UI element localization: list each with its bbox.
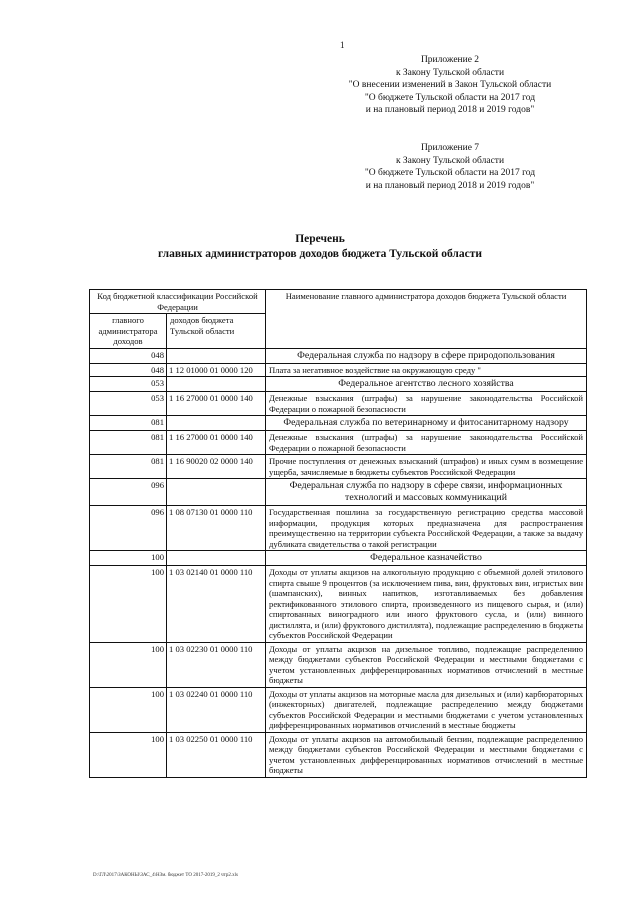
revenue-name-cell: Доходы от уплаты акцизов на автомобильный бензин, подлежащие распределению между бюджетами субъектов Российской Федерации и местными бюджетами с учетом установленных дифференцированных нормативов отчислений в местные бюджеты <box>266 732 587 777</box>
table-row <box>90 506 587 551</box>
revenue-code-cell <box>167 551 266 566</box>
table-row <box>90 642 587 687</box>
header-admin: главного администратора доходов <box>90 314 167 349</box>
revenue-code-cell: 1 16 27000 01 0000 140 <box>167 392 266 416</box>
annex-2-block <box>330 54 570 117</box>
revenue-code-cell <box>167 348 266 363</box>
revenue-name-cell: Доходы от уплаты акцизов на дизельное топливо, подлежащие распределению между бюджетами субъектов Российской Федерации и местными бюджетами с учетом установленных дифференцированных нормативов отчислений в местные бюджеты <box>266 642 587 687</box>
admin-code-cell: 100 <box>90 551 167 566</box>
agency-row <box>90 348 587 363</box>
file-path-footer: D:\ГЛ\2017\ЗАКОНЫ\ЗАС_4\НЗм. бюджет ТО 2017-2019_2 чтр2.xls <box>93 873 238 878</box>
revenue-name-cell: Денежные взыскания (штрафы) за нарушение законодательства Российской Федерации о пожарной безопасности <box>266 392 587 416</box>
revenue-name-cell: Плата за негативное воздействие на окружающую среду " <box>266 363 587 377</box>
title-line-1: Перечень <box>295 233 345 245</box>
annex-7-line: и на плановый период 2018 и 2019 годов" <box>365 180 535 191</box>
agency-row <box>90 416 587 431</box>
annex-2-line: к Закону Тульской области <box>395 67 505 78</box>
revenue-name-cell: Государственная пошлина за государственную регистрацию средства массовой информации, продукция которых предназначена для распространения преимущественно на территории субъекта Российской Федерации, а также за выдачу дубликата свидетельства о такой регистрации <box>266 506 587 551</box>
revenue-code-cell: 1 03 02250 01 0000 110 <box>167 732 266 777</box>
header-kbk: Код бюджетной классификации Российской Федерации <box>90 290 266 314</box>
annex-2-line: "О бюджете Тульской области на 2017 год <box>364 92 536 103</box>
table-row <box>90 392 587 416</box>
revenue-code-cell: 1 08 07130 01 0000 110 <box>167 506 266 551</box>
admin-code-cell: 100 <box>90 732 167 777</box>
table-row <box>90 566 587 643</box>
agency-name-cell: Федеральное казначейство <box>266 551 587 566</box>
admin-code-cell: 100 <box>90 566 167 643</box>
revenue-code-cell: 1 16 27000 01 0000 140 <box>167 431 266 455</box>
revenue-name-cell: Доходы от уплаты акцизов на моторные масла для дизельных и (или) карбюраторных (инжекторных) двигателей, подлежащие распределению между бюджетами субъектов Российской Федерации и местными бюджетами с учетом установленных дифференцированных нормативов отчислений в местные бюджеты <box>266 687 587 732</box>
agency-name-cell: Федеральная служба по ветеринарному и фитосанитарному надзору <box>266 416 587 431</box>
admin-code-cell: 053 <box>90 377 167 392</box>
table-row <box>90 732 587 777</box>
admin-code-cell: 081 <box>90 416 167 431</box>
header-revenue: доходов бюджета Тульской области <box>167 314 266 349</box>
annex-2-line: "О внесении изменений в Закон Тульской области <box>348 80 552 90</box>
admin-code-cell: 100 <box>90 687 167 732</box>
revenue-code-cell: 1 03 02240 01 0000 110 <box>167 687 266 732</box>
title-line-2: главных администраторов доходов бюджета Тульской области <box>158 248 482 260</box>
document-title <box>0 232 640 262</box>
revenue-code-cell: 1 16 90020 02 0000 140 <box>167 455 266 479</box>
revenue-code-cell <box>167 479 266 506</box>
admin-code-cell: 081 <box>90 455 167 479</box>
annex-7-line: Приложение 7 <box>420 143 480 153</box>
admin-code-cell: 100 <box>90 642 167 687</box>
agency-row <box>90 479 587 506</box>
administrators-table <box>89 289 587 778</box>
header-name: Наименование главного администратора доходов бюджета Тульской области <box>266 290 587 349</box>
table-body <box>90 348 587 777</box>
agency-row <box>90 377 587 392</box>
agency-name-cell: Федеральная служба по надзору в сфере природопользования <box>266 348 587 363</box>
annex-2-line: Приложение 2 <box>420 55 480 65</box>
revenue-name-cell: Доходы от уплаты акцизов на алкогольную продукцию с объемной долей этилового спирта свыше 9 процентов (за исключением пива, вин, фруктовых вин, игристых вин (шампанских), винных напитков, изготавливаемых без добавления ректификованного этилового спирта, произведенного из пищевого сырья, и (или) спиртованных виноградного или иного фруктового сусла, и (или) винного дистиллята, и (или) фруктового дистиллята), подлежащие распределению в бюджеты субъектов Российской Федерации <box>266 566 587 643</box>
revenue-code-cell: 1 03 02140 01 0000 110 <box>167 566 266 643</box>
page-number: 1 <box>340 40 345 50</box>
table-row <box>90 363 587 377</box>
revenue-code-cell <box>167 377 266 392</box>
table-header-row <box>90 290 587 314</box>
agency-name-cell: Федеральное агентство лесного хозяйства <box>266 377 587 392</box>
admin-code-cell: 081 <box>90 431 167 455</box>
annex-2-line: и на плановый период 2018 и 2019 годов" <box>365 105 535 115</box>
admin-code-cell: 096 <box>90 506 167 551</box>
admin-code-cell: 048 <box>90 363 167 377</box>
annex-7-block <box>330 142 570 192</box>
annex-7-line: "О бюджете Тульской области на 2017 год <box>364 168 536 178</box>
agency-name-cell: Федеральная служба по надзору в сфере связи, информационных технологий и массовых коммуникаций <box>266 479 587 506</box>
revenue-code-cell <box>167 416 266 431</box>
revenue-code-cell: 1 12 01000 01 0000 120 <box>167 363 266 377</box>
admin-code-cell: 053 <box>90 392 167 416</box>
table-row <box>90 431 587 455</box>
annex-7-line: к Закону Тульской области <box>395 155 505 166</box>
table-row <box>90 687 587 732</box>
table-row <box>90 455 587 479</box>
revenue-name-cell: Денежные взыскания (штрафы) за нарушение законодательства Российской Федерации о пожарной безопасности <box>266 431 587 455</box>
revenue-code-cell: 1 03 02230 01 0000 110 <box>167 642 266 687</box>
revenue-name-cell: Прочие поступления от денежных взысканий (штрафов) и иных сумм в возмещение ущерба, зачисляемые в бюджеты субъектов Российской Федерации <box>266 455 587 479</box>
agency-row <box>90 551 587 566</box>
admin-code-cell: 096 <box>90 479 167 506</box>
admin-code-cell: 048 <box>90 348 167 363</box>
